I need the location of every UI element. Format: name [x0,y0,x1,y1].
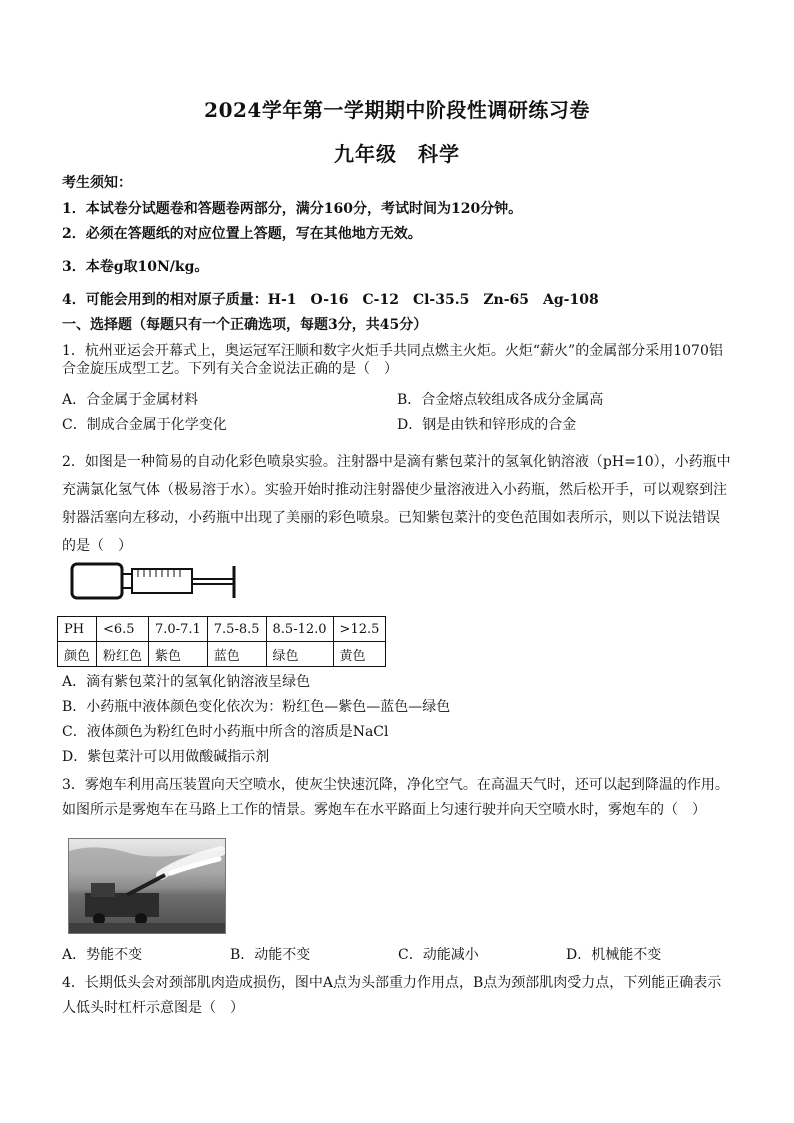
table-cell: 7.0-7.1 [149,617,208,642]
table-row-ph [58,617,386,642]
notice-item-3: 3．本卷g取10N/kg。 [62,259,209,275]
question-2-option-b: B．小药瓶中液体颜色变化依次为：粉红色—紫色—蓝色—绿色 [62,699,451,715]
barrel-scale-marks [138,569,180,577]
question-1-option-b: B．合金熔点较组成各成分金属高 [397,392,604,408]
table-cell: <6.5 [97,617,149,642]
table-cell: PH [58,617,97,642]
table-cell: 紫色 [149,642,208,667]
question-1-option-d: D．钢是由铁和锌形成的合金 [397,417,577,433]
question-3-option-d: D．机械能不变 [566,947,662,963]
exam-title: 2024学年第一学期期中阶段性调研练习卷 [204,98,590,122]
exam-subtitle: 九年级 科学 [334,142,460,166]
notice-item-2: 2．必须在答题纸的对应位置上答题，写在其他地方无效。 [62,226,422,242]
question-3-option-c: C．动能减小 [398,947,479,963]
question-3-option-b: B．动能不变 [230,947,311,963]
table-cell: 绿色 [266,642,333,667]
table-cell: >12.5 [333,617,386,642]
question-1-option-a: A．合金属于金属材料 [62,392,199,408]
table-cell: 粉红色 [97,642,149,667]
question-4-text: 4．长期低头会对颈部肌肉造成损伤，图中A点为头部重力作用点，B点为颈部肌肉受力点，下列能正确表示人低头时杠杆示意图是（ ） [62,975,722,1016]
vial-shape [72,564,122,598]
table-cell: 黄色 [333,642,386,667]
question-2-option-d: D．紫包菜汁可以用做酸碱指示剂 [62,749,270,765]
section-title: 一、选择题（每题只有一个正确选项，每题3分，共45分） [62,317,428,333]
table-cell: 7.5-8.5 [207,617,266,642]
question-1-text: 1．杭州亚运会开幕式上，奥运冠军汪顺和数字火炬手共同点燃主火炬。火炬“薪火”的金属部分采用1070铝合金旋压成型工艺。下列有关合金说法正确的是（ ） [62,343,723,377]
table-cell: 蓝色 [207,642,266,667]
question-2-option-a: A．滴有紫包菜汁的氢氧化钠溶液呈绿色 [62,674,311,690]
notice-item-1: 1．本试卷分试题卷和答题卷两部分，满分160分，考试时间为120分钟。 [62,201,523,217]
question-2-text: 2．如图是一种简易的自动化彩色喷泉实验。注射器中是滴有紫包菜汁的氢氧化钠溶液（pH=10），小药瓶中充满氯化氢气体（极易溶于水）。实验开始时推动注射器使少量溶液进入小药瓶，然后松开手，可以观察到注射器活塞向左移动，小药瓶中出现了美丽的彩色喷泉。已知紫包菜汁的变色范围如表所示，则以下说法错误的是（ ） [62,454,731,554]
notice-item-4: 4．可能会用到的相对原子质量：H-1 O-16 C-12 Cl-35.5 Zn-65 Ag-108 [62,292,599,308]
notice-heading: 考生须知： [62,175,132,191]
color-range-table [57,616,386,667]
question-2-option-c: C．液体颜色为粉红色时小药瓶中所含的溶质是NaCl [62,724,389,740]
fog-cannon-truck-image [69,839,225,933]
question-3-text: 3．雾炮车利用高压装置向天空喷水，使灰尘快速沉降，净化空气。在高温天气时，还可以起到降温的作用。如图所示是雾炮车在马路上工作的情景。雾炮车在水平路面上匀速行驶并向天空喷水时，雾炮车的（ ） [62,777,729,818]
question-1-option-c: C．制成合金属于化学变化 [62,417,227,433]
syringe-diagram [70,560,240,604]
table-cell: 颜色 [58,642,97,667]
fog-cannon-truck-photo [68,838,226,934]
question-3-option-a: A．势能不变 [62,947,143,963]
table-row-color [58,642,386,667]
table-cell: 8.5-12.0 [266,617,333,642]
